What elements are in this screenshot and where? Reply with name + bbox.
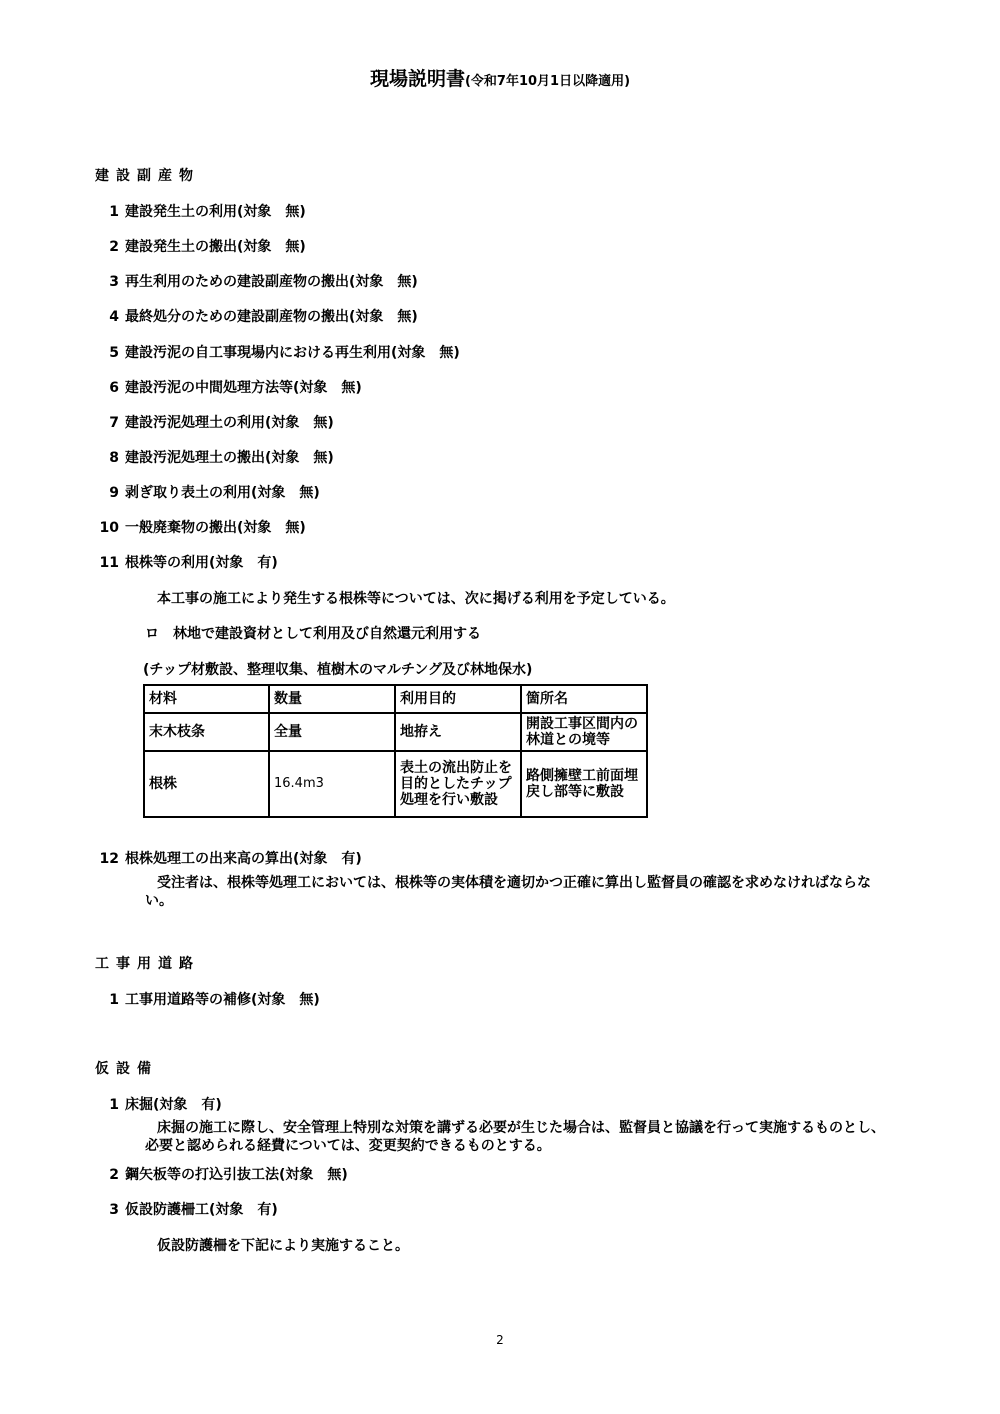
item-number: 5	[109, 345, 119, 361]
item12-description: 受注者は、根株等処理工においては、根株等の実体積を適切かつ正確に算出し監督員の確認を求めなければならない。	[145, 875, 871, 909]
table-cell: 路側擁壁工前面埋戻し部等に敷設	[521, 751, 647, 817]
item-text: 再生利用のための建設副産物の搬出(対象 無)	[125, 274, 418, 290]
item-text: 建設汚泥の自工事現場内における再生利用(対象 無)	[125, 345, 460, 361]
section-heading-roads: 工事用道路	[95, 956, 200, 972]
table-header-cell: 材料	[144, 685, 269, 713]
materials-table	[143, 684, 648, 818]
page-title	[0, 64, 1000, 91]
list-item	[95, 447, 334, 467]
list-item	[95, 848, 362, 868]
list-item	[95, 1094, 222, 1114]
title-sub: (令和7年10月1日以降適用)	[464, 74, 631, 89]
item11-description: 本工事の施工により発生する根株等については、次に掲げる利用を予定している。	[157, 591, 675, 607]
item-text: 床掘(対象 有)	[125, 1097, 222, 1113]
table-row	[144, 751, 647, 817]
item-number: 2	[109, 239, 119, 255]
table-cell: 根株	[144, 751, 269, 817]
list-item	[95, 236, 306, 256]
item-text: 建設発生土の利用(対象 無)	[125, 204, 306, 220]
table-cell: 全量	[269, 713, 395, 751]
table-header-row	[144, 685, 647, 713]
list-item	[95, 306, 418, 326]
page-number: 2	[496, 1333, 504, 1347]
list-item	[95, 517, 306, 537]
table-header-cell: 数量	[269, 685, 395, 713]
item11-note: (チップ材敷設、整理収集、植樹木のマルチング及び林地保水)	[143, 662, 533, 678]
item-text: 根株等の利用(対象 有)	[125, 555, 278, 571]
item-text: 最終処分のための建設副産物の搬出(対象 無)	[125, 309, 418, 325]
item-text: 一般廃棄物の搬出(対象 無)	[125, 520, 306, 536]
item-number: 6	[109, 380, 119, 396]
temporary-item1-description: 床掘の施工に際し、安全管理上特別な対策を講ずる必要が生じた場合は、監督員と協議を行って実施するものとし、必要と認められる経費については、変更契約できるものとする。	[145, 1120, 885, 1154]
list-item	[95, 342, 460, 362]
list-item	[95, 1164, 348, 1184]
list-item	[95, 552, 278, 572]
table-cell: 表土の流出防止を目的としたチップ処理を行い敷設	[395, 751, 521, 817]
list-item	[95, 989, 320, 1009]
item-number: 1	[109, 204, 119, 220]
list-item	[95, 271, 418, 291]
list-item	[95, 482, 320, 502]
item-number: 3	[109, 274, 119, 290]
item-text: 建設汚泥処理土の利用(対象 無)	[125, 415, 334, 431]
list-item	[95, 201, 306, 221]
table-row	[144, 713, 647, 751]
item-text: 建設汚泥の中間処理方法等(対象 無)	[125, 380, 362, 396]
item-number: 3	[109, 1202, 119, 1218]
item11-option: ロ 林地で建設資材として利用及び自然還元利用する	[145, 626, 481, 642]
section-heading-byproducts: 建設副産物	[95, 168, 200, 184]
table-cell: 開設工事区間内の林道との境等	[521, 713, 647, 751]
title-main: 現場説明書	[369, 68, 465, 90]
list-item	[95, 412, 334, 432]
item-number: 9	[109, 485, 119, 501]
item-number: 1	[109, 992, 119, 1008]
list-item	[95, 1199, 278, 1219]
item-text: 建設汚泥処理土の搬出(対象 無)	[125, 450, 334, 466]
item-text: 仮設防護柵工(対象 有)	[125, 1202, 278, 1218]
item-text: 剥ぎ取り表土の利用(対象 無)	[125, 485, 320, 501]
table-header-cell: 利用目的	[395, 685, 521, 713]
list-item	[95, 377, 362, 397]
item-number: 1	[109, 1097, 119, 1113]
item-number: 11	[99, 555, 119, 571]
item-number: 12	[99, 851, 119, 867]
temporary-item3-description: 仮設防護柵を下記により実施すること。	[157, 1238, 409, 1254]
item-text: 建設発生土の搬出(対象 無)	[125, 239, 306, 255]
table-cell: 末木枝条	[144, 713, 269, 751]
item-number: 10	[99, 520, 119, 536]
table-cell: 16.4m3	[269, 751, 395, 817]
item-text: 根株処理工の出来高の算出(対象 有)	[125, 851, 362, 867]
section-heading-temporary: 仮設備	[95, 1061, 158, 1077]
table-cell: 地拵え	[395, 713, 521, 751]
item-text: 鋼矢板等の打込引抜工法(対象 無)	[125, 1167, 348, 1183]
table-header-cell: 箇所名	[521, 685, 647, 713]
item-number: 7	[109, 415, 119, 431]
item-number: 4	[109, 309, 119, 325]
item-text: 工事用道路等の補修(対象 無)	[125, 992, 320, 1008]
item-number: 2	[109, 1167, 119, 1183]
item-number: 8	[109, 450, 119, 466]
